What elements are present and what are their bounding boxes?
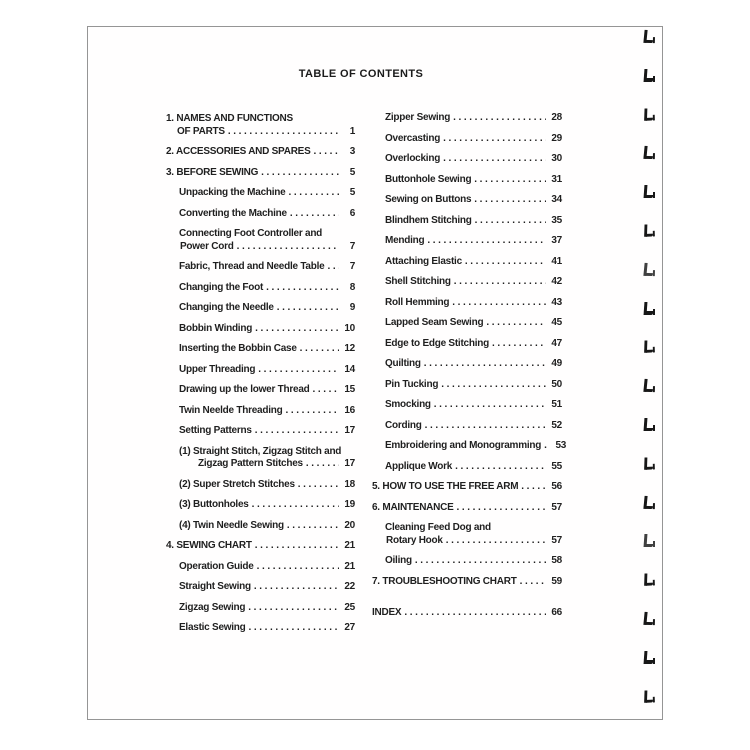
toc-entry xyxy=(166,520,355,533)
toc-entry xyxy=(372,338,562,351)
binding-mark-icon xyxy=(644,495,655,508)
toc-entry-label: Inserting the Bobbin Case xyxy=(179,343,297,354)
toc-entry xyxy=(166,602,355,615)
toc-entry xyxy=(372,276,562,289)
toc-entry-page: 29 xyxy=(551,132,562,144)
dot-leader xyxy=(465,256,546,269)
binding-mark-icon xyxy=(644,379,655,392)
toc-entry-page: 58 xyxy=(551,555,562,566)
toc-entry xyxy=(372,133,562,146)
toc-entry-page: 30 xyxy=(551,153,562,164)
toc-entry xyxy=(372,235,562,248)
toc-entry-page: 57 xyxy=(551,534,562,546)
dot-leader xyxy=(255,323,339,336)
toc-entry-label: Elastic Sewing xyxy=(179,622,246,633)
binding-mark-icon xyxy=(644,224,655,237)
dot-leader xyxy=(443,133,546,146)
toc-entry-label: OF PARTS xyxy=(177,125,225,137)
dot-leader xyxy=(474,174,546,187)
toc-entry-label: 3. BEFORE SEWING xyxy=(166,166,259,178)
toc-entry-label: Zipper Sewing xyxy=(385,112,451,123)
toc-entry xyxy=(372,358,562,371)
toc-entry xyxy=(372,481,562,494)
dot-leader xyxy=(427,235,546,248)
toc-entry-label: 2. ACCESSORIES AND SPARES xyxy=(166,146,311,157)
toc-entry-page: 21 xyxy=(344,560,355,572)
toc-entry-label: Quilting xyxy=(385,358,421,369)
toc-entry-label: Setting Patterns xyxy=(179,425,252,436)
toc-entry xyxy=(166,228,355,253)
dot-leader xyxy=(290,208,339,221)
toc-entry xyxy=(372,420,562,433)
dot-leader xyxy=(306,458,339,471)
toc-entry-page: 12 xyxy=(344,343,355,354)
dot-leader xyxy=(441,379,546,392)
toc-entry-page: 41 xyxy=(551,255,562,267)
dot-leader xyxy=(454,276,546,289)
dot-leader xyxy=(228,126,339,139)
dot-leader xyxy=(492,338,546,351)
dot-leader xyxy=(455,461,546,474)
dot-leader xyxy=(248,602,339,615)
toc-entry xyxy=(166,343,355,356)
toc-entry-page: 50 xyxy=(551,378,562,390)
toc-entry xyxy=(372,440,567,453)
toc-entry-page: 51 xyxy=(551,399,562,410)
dot-leader xyxy=(424,358,546,371)
toc-entry-label: (1) Straight Stitch, Zigzag Stitch and xyxy=(179,445,342,457)
toc-entry xyxy=(372,522,562,547)
toc-entry-page: 6 xyxy=(349,207,355,219)
binding-mark-icon xyxy=(644,690,655,703)
page-title: TABLE OF CONTENTS xyxy=(298,68,424,80)
dot-leader xyxy=(300,343,339,356)
toc-entry-label: Overlocking xyxy=(385,153,441,164)
toc-entry xyxy=(166,282,355,295)
toc-entry-page: 56 xyxy=(551,481,562,492)
toc-entry-page: 43 xyxy=(551,296,562,308)
toc-entry-label: Pin Tucking xyxy=(385,378,439,390)
toc-entry-label: Cording xyxy=(385,419,422,431)
toc-entry xyxy=(372,297,562,310)
dot-leader xyxy=(287,520,339,533)
toc-entry-label: Straight Sewing xyxy=(179,581,251,592)
toc-entry-page: 45 xyxy=(551,317,562,328)
toc-entry-page: 42 xyxy=(551,276,562,287)
toc-entry xyxy=(166,167,355,180)
toc-entry-page: 28 xyxy=(551,112,562,123)
dot-leader xyxy=(314,146,339,159)
dot-leader xyxy=(237,241,339,254)
binding-mark-icon xyxy=(644,69,655,82)
toc-entry-page: 14 xyxy=(344,363,355,375)
toc-entry xyxy=(372,215,562,228)
toc-entry xyxy=(166,146,355,159)
dot-leader xyxy=(327,261,339,274)
toc-entry-label: Upper Threading xyxy=(179,363,256,375)
toc-entry xyxy=(166,113,355,138)
toc-entry-page: 7 xyxy=(349,261,355,272)
binding-mark-icon xyxy=(644,108,655,121)
toc-entry-page: 47 xyxy=(551,337,562,349)
toc-entry xyxy=(372,555,562,568)
toc-entry xyxy=(166,323,355,336)
toc-entry-page: 17 xyxy=(344,458,355,469)
dot-leader xyxy=(521,481,546,494)
toc-entry-page: 19 xyxy=(344,499,355,510)
toc-entry xyxy=(372,502,562,515)
dot-leader xyxy=(298,479,339,492)
toc-entry-page: 57 xyxy=(551,501,562,513)
dot-leader xyxy=(288,187,339,200)
binding-mark-icon xyxy=(644,302,655,315)
toc-entry-label: Oiling xyxy=(385,555,412,566)
dot-leader xyxy=(404,607,546,620)
toc-entry-label: Unpacking the Machine xyxy=(179,187,286,198)
dot-leader xyxy=(255,425,339,438)
toc-entry xyxy=(166,622,355,635)
binding-mark-icon xyxy=(644,146,655,159)
toc-entry xyxy=(166,540,355,553)
dot-leader xyxy=(443,153,546,166)
toc-entry-page: 21 xyxy=(344,540,355,551)
toc-entry-page: 5 xyxy=(349,187,355,198)
toc-entry-label: INDEX xyxy=(372,607,402,618)
dot-leader xyxy=(544,440,550,453)
toc-entry-page: 35 xyxy=(551,214,562,226)
toc-entry xyxy=(372,317,562,330)
dot-leader xyxy=(474,194,546,207)
toc-entry-page: 10 xyxy=(344,322,355,334)
dot-leader xyxy=(254,581,339,594)
manual-page xyxy=(87,26,663,720)
toc-entry xyxy=(372,256,562,269)
toc-entry xyxy=(372,461,562,474)
toc-entry-label: Zigzag Sewing xyxy=(179,601,246,613)
toc-entry-label: Twin Neelde Threading xyxy=(179,404,283,416)
toc-entry xyxy=(166,187,355,200)
toc-entry xyxy=(166,208,355,221)
dot-leader xyxy=(425,420,546,433)
toc-column-left xyxy=(166,113,355,643)
toc-entry-page: 9 xyxy=(349,302,355,313)
toc-entry-label: 1. NAMES AND FUNCTIONS xyxy=(166,113,293,124)
dot-leader xyxy=(520,576,546,589)
toc-entry-label: Converting the Machine xyxy=(179,207,287,219)
toc-entry-label: Overcasting xyxy=(385,132,441,144)
toc-entry-label: Connecting Foot Controller and xyxy=(179,228,323,239)
binding-mark-icon xyxy=(644,341,655,354)
toc-entry-page: 7 xyxy=(349,240,355,252)
toc-entry xyxy=(372,194,562,207)
binding-mark-icon xyxy=(644,651,655,664)
dot-leader xyxy=(266,282,339,295)
toc-entry-label: Cleaning Feed Dog and xyxy=(385,522,491,533)
dot-leader xyxy=(249,622,339,635)
dot-leader xyxy=(415,555,546,568)
toc-entry-label: Applique Work xyxy=(385,460,453,472)
toc-entry-label: Attaching Elastic xyxy=(385,255,462,267)
dot-leader xyxy=(277,302,339,315)
toc-entry xyxy=(372,174,562,187)
toc-entry xyxy=(372,112,562,125)
toc-entry-label: (4) Twin Needle Sewing xyxy=(179,519,284,531)
binding-mark-icon xyxy=(644,185,655,198)
toc-entry xyxy=(166,581,355,594)
toc-entry-label: 6. MAINTENANCE xyxy=(372,501,454,513)
toc-entry xyxy=(166,261,355,274)
toc-entry xyxy=(166,302,355,315)
toc-entry-page: 15 xyxy=(344,384,355,395)
toc-entry-label: Power Cord xyxy=(180,240,234,252)
toc-entry-page: 16 xyxy=(344,404,355,416)
toc-entry-label: Embroidering and Monogramming xyxy=(385,440,542,451)
toc-entry-label: Bobbin Winding xyxy=(179,322,253,334)
dot-leader xyxy=(452,297,546,310)
toc-entry xyxy=(166,384,355,397)
toc-entry xyxy=(166,561,355,574)
toc-entry xyxy=(372,153,562,166)
toc-entry xyxy=(166,364,355,377)
toc-entry-label: 5. HOW TO USE THE FREE ARM xyxy=(372,481,519,492)
dot-leader xyxy=(486,317,546,330)
toc-entry xyxy=(372,576,562,589)
toc-entry-page: 31 xyxy=(551,173,562,185)
dot-leader xyxy=(446,535,546,548)
dot-leader xyxy=(258,364,339,377)
dot-leader xyxy=(257,561,339,574)
toc-entry-label: Blindhem Stitching xyxy=(385,214,472,226)
toc-entry-page: 20 xyxy=(344,519,355,531)
toc-entry xyxy=(372,607,562,620)
toc-entry-page: 53 xyxy=(555,440,567,451)
binding-mark-icon xyxy=(644,534,655,547)
toc-entry-label: Lapped Seam Sewing xyxy=(385,317,484,328)
binding-mark-icon xyxy=(644,263,655,276)
toc-entry-label: Sewing on Buttons xyxy=(385,194,472,205)
toc-entry xyxy=(166,499,355,512)
toc-entry-label: Changing the Needle xyxy=(179,302,274,313)
binding-mark-icon xyxy=(644,30,655,43)
toc-entry-page: 5 xyxy=(349,166,355,178)
toc-entry-label: (2) Super Stretch Stitches xyxy=(179,478,295,490)
toc-entry-page: 27 xyxy=(344,622,355,633)
toc-entry-page: 1 xyxy=(349,125,355,137)
binding-mark-icon xyxy=(644,573,655,586)
toc-entry-label: Shell Stitching xyxy=(385,276,451,287)
toc-entry-page: 52 xyxy=(551,419,562,431)
dot-leader xyxy=(453,112,546,125)
toc-entry-label: Roll Hemming xyxy=(385,296,450,308)
toc-entry xyxy=(372,379,562,392)
dot-leader xyxy=(252,499,339,512)
toc-entry-page: 8 xyxy=(349,281,355,293)
binding-mark-icon xyxy=(644,457,655,470)
toc-entry xyxy=(166,425,355,438)
toc-entry-label: Zigzag Pattern Stitches xyxy=(198,458,303,469)
toc-entry-page: 55 xyxy=(551,460,562,472)
dot-leader xyxy=(261,167,339,180)
toc-entry-page: 49 xyxy=(551,358,562,369)
toc-entry-label: Buttonhole Sewing xyxy=(385,173,472,185)
toc-entry-label: 4. SEWING CHART xyxy=(166,540,252,551)
toc-entry-page: 25 xyxy=(344,601,355,613)
toc-entry-label: Rotary Hook xyxy=(386,534,443,546)
toc-entry-label: Mending xyxy=(385,235,425,246)
toc-entry-page: 18 xyxy=(344,478,355,490)
dot-leader xyxy=(285,405,339,418)
toc-entry-page: 59 xyxy=(551,575,562,587)
toc-entry-page: 17 xyxy=(344,425,355,436)
toc-entry-label: Changing the Foot xyxy=(179,281,264,293)
dot-leader xyxy=(434,399,546,412)
toc-entry xyxy=(166,479,355,492)
toc-entry xyxy=(166,446,355,471)
toc-entry-label: (3) Buttonholes xyxy=(179,499,249,510)
toc-entry-label: Drawing up the lower Thread xyxy=(179,384,310,395)
toc-entry-page: 66 xyxy=(551,607,562,618)
dot-leader xyxy=(255,540,339,553)
dot-leader xyxy=(313,384,340,397)
binding-mark-icon xyxy=(644,612,655,625)
toc-entry xyxy=(166,405,355,418)
toc-entry-page: 3 xyxy=(349,146,355,157)
dot-leader xyxy=(457,502,546,515)
toc-entry-label: Operation Guide xyxy=(179,560,254,572)
toc-entry-page: 34 xyxy=(551,194,562,205)
toc-entry-label: Smocking xyxy=(385,399,431,410)
toc-entry-label: Edge to Edge Stitching xyxy=(385,337,489,349)
toc-entry-page: 37 xyxy=(551,235,562,246)
toc-entry-label: Fabric, Thread and Needle Table xyxy=(179,261,325,272)
toc-entry xyxy=(372,399,562,412)
toc-column-right xyxy=(372,112,567,628)
toc-entry-label: 7. TROUBLESHOOTING CHART xyxy=(372,575,517,587)
dot-leader xyxy=(475,215,546,228)
binding-mark-icon xyxy=(644,418,655,431)
toc-entry-page: 22 xyxy=(344,581,355,592)
